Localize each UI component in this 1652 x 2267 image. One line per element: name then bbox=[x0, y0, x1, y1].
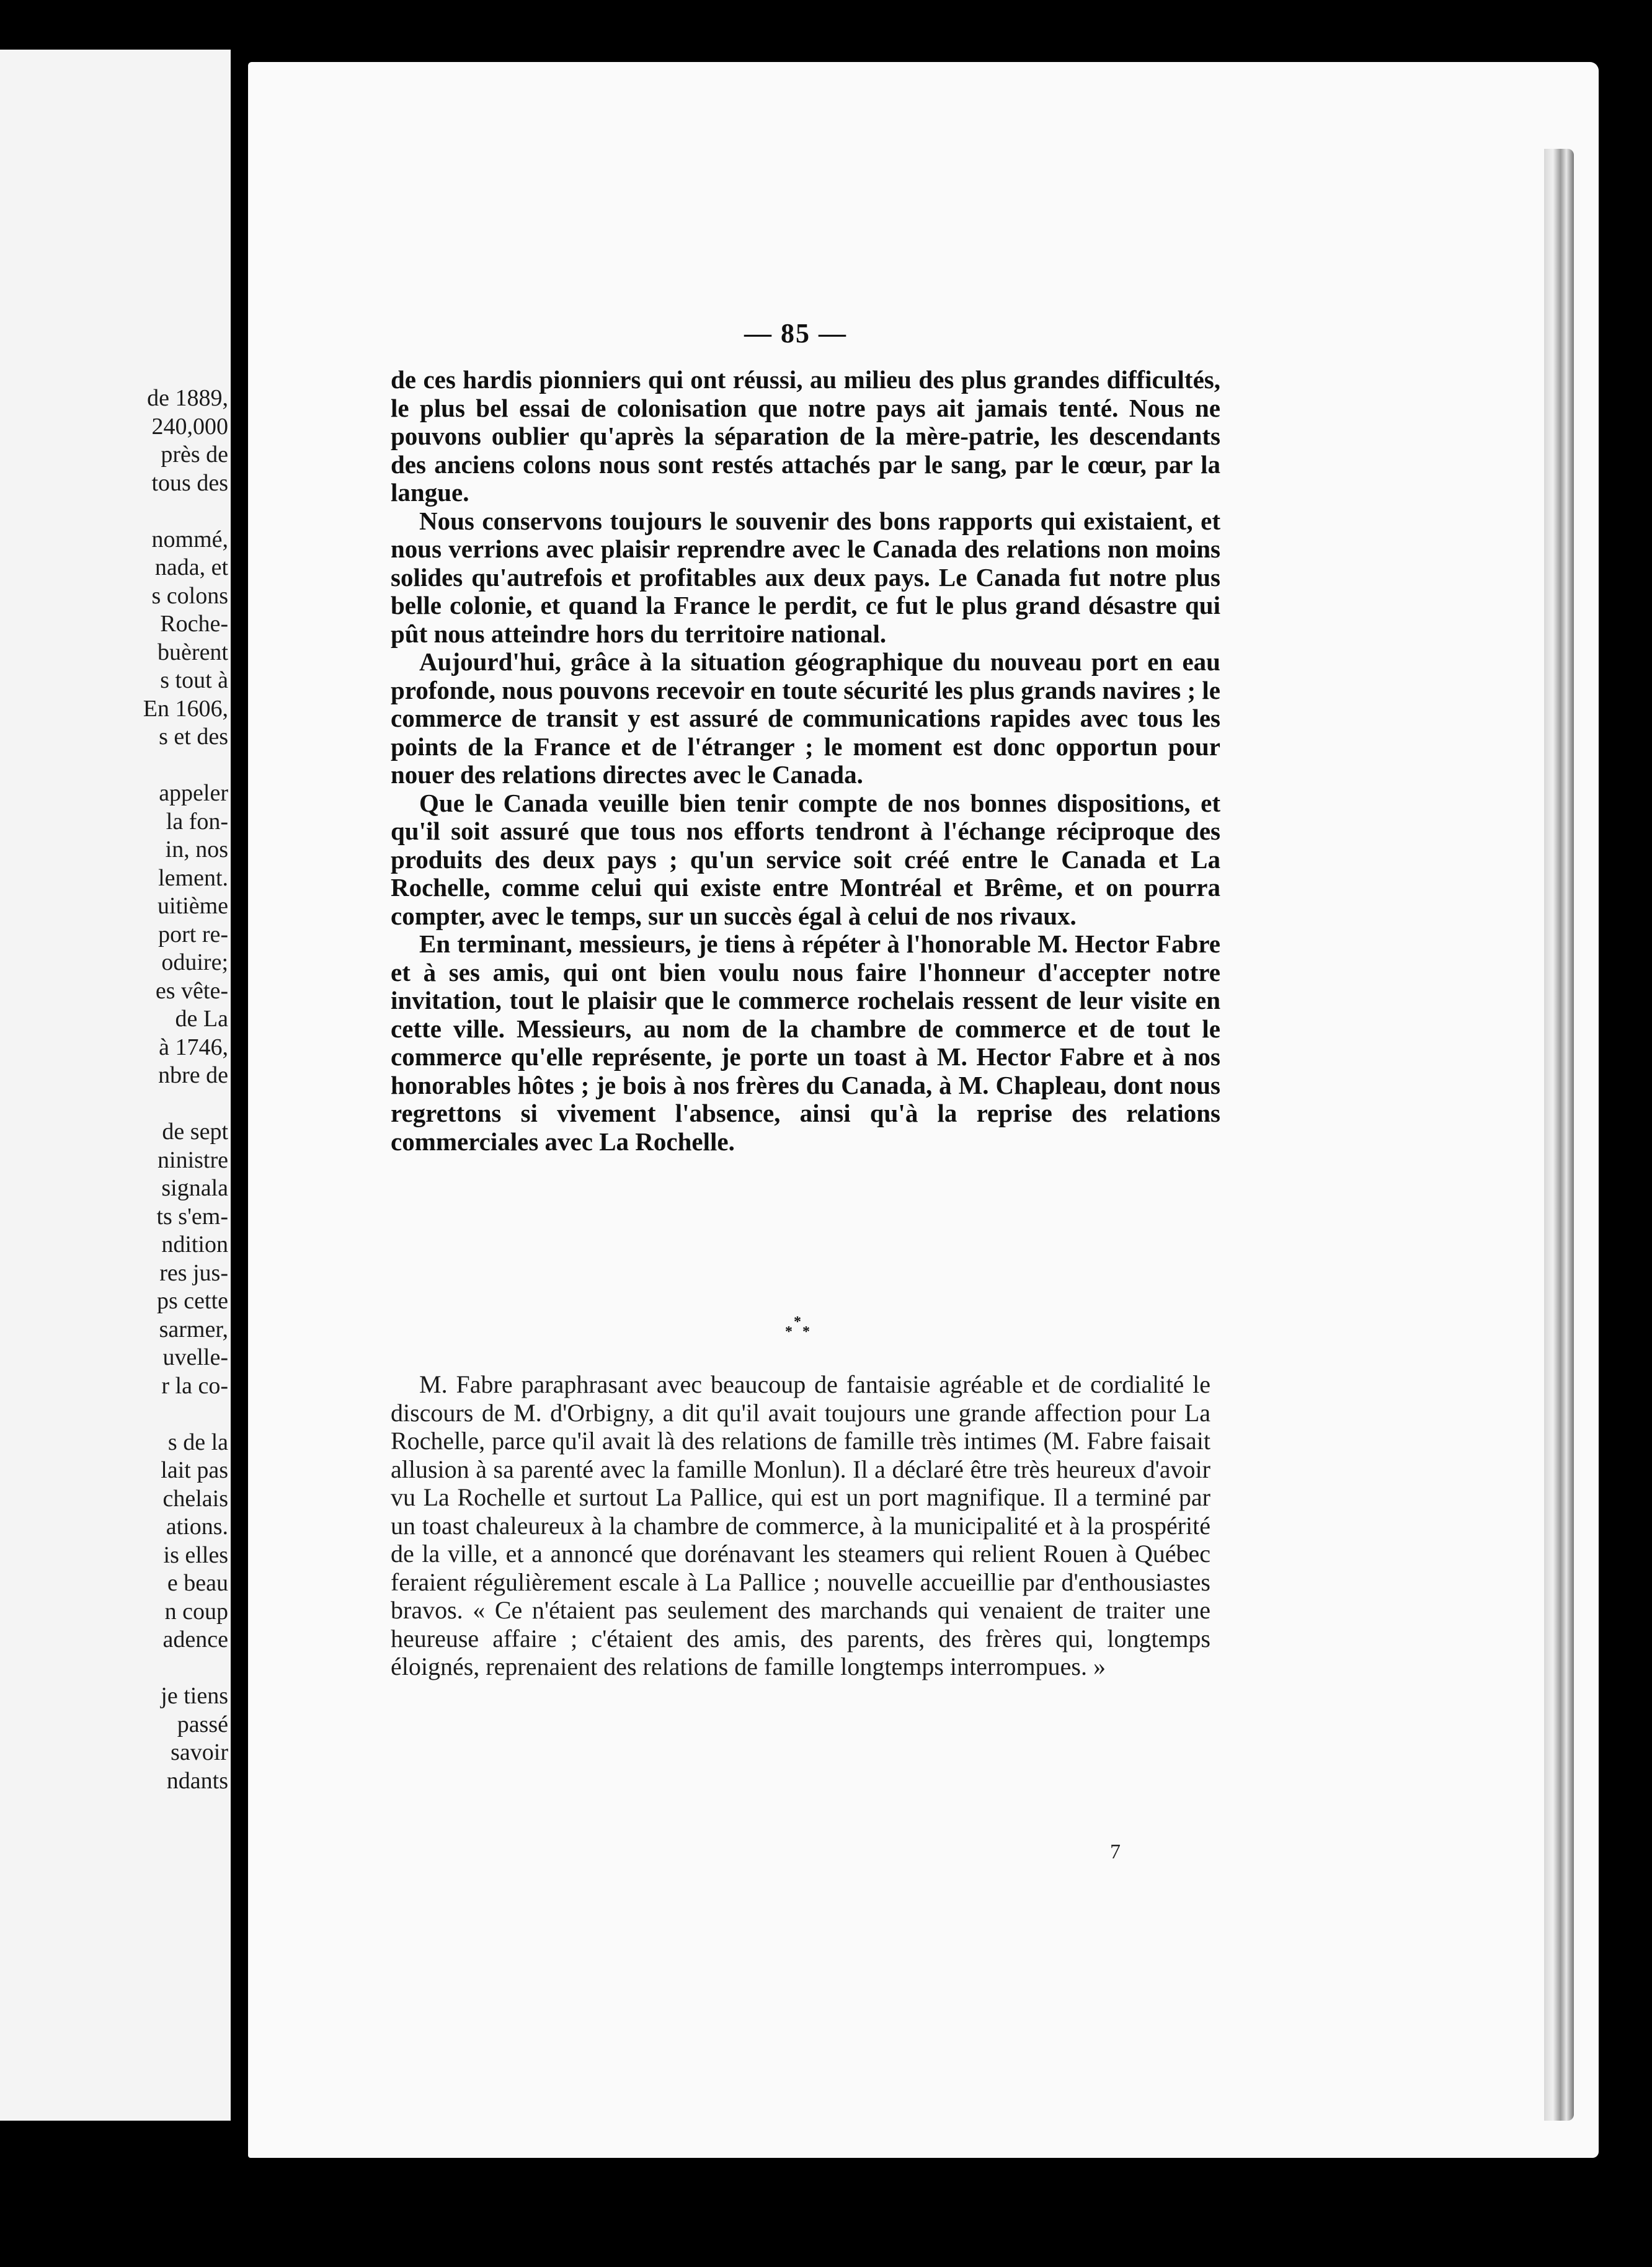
left-fragment-line: oduire; bbox=[161, 949, 228, 975]
report-text bbox=[391, 1370, 1210, 1681]
left-fragment-line: lement. bbox=[158, 864, 228, 891]
left-fragment-line: ations. bbox=[166, 1514, 228, 1540]
left-fragment-line: res jus- bbox=[159, 1259, 228, 1286]
paragraph-6: M. Fabre paraphrasant avec beaucoup de fantaisie agréable et de cordialité le discours de M. d'Orbigny, a dit qu'il avait toujours une grande affection pour La Rochelle, parce qu'il avait là des relations de famille très intimes (M. Fabre faisait allusion à sa parenté avec la famille Monlun). Il a déclaré être très heureux d'avoir vu La Rochelle et surtout La Pallice, qui est un port magnifique. Il a terminé par un toast chaleureux à la chambre de commerce, à la municipalité et à la prospérité de la ville, et a annoncé que dorénavant les steamers qui relient Rouen à Québec feraient régulièrement escale à La Pallice ; nouvelle accueillie par d'enthousiastes bravos. « Ce n'étaient pas seulement des marchands qui venaient de traiter une heureuse affaire ; c'étaient des amis, des parents, des frères qui, longtemps éloignés, reprenaient des relations de famille longtemps interrompues. » bbox=[391, 1370, 1210, 1680]
left-fragment-line: s de la bbox=[167, 1429, 228, 1455]
paragraph-1: de ces hardis pionniers qui ont réussi, au milieu des plus grandes difficultés, le plus bel essai de colonisation que notre pays ait jamais tenté. Nous ne pouvons oublier qu'après la séparation de la mère-patrie, les descendants des anciens colons nous sont restés attachés par le sang, par le cœur, par la langue. bbox=[391, 365, 1220, 507]
left-fragment-line bbox=[143, 497, 228, 526]
left-fragment-line: nada, et bbox=[154, 554, 228, 580]
signature-mark: 7 bbox=[1110, 1840, 1121, 1863]
left-fragment-line: En 1606, bbox=[143, 695, 228, 722]
left-fragment-line: nbre de bbox=[158, 1062, 228, 1088]
left-fragment-line: ndants bbox=[166, 1767, 228, 1794]
left-fragment-line: ts s'em- bbox=[156, 1203, 228, 1230]
paragraph-4: Que le Canada veuille bien tenir compte de nos bonnes dispositions, et qu'il soit assuré que tous nos efforts tendront à l'échange réciproque des produits des deux pays ; qu'un service soit créé entre le Canada et La Rochelle, comme celui qui existe entre Montréal et Brême, et on pourra compter, avec le temps, sur un succès égal à celui de nos rivaux. bbox=[391, 788, 1220, 930]
left-page-text-fragments bbox=[143, 384, 228, 1795]
left-fragment-line: de 1889, bbox=[147, 385, 228, 411]
left-fragment-line bbox=[143, 1090, 228, 1119]
left-fragment-line: près de bbox=[161, 441, 228, 468]
paragraph-3: Aujourd'hui, grâce à la situation géographique du nouveau port en eau profonde, nous pouvons recevoir en toute sécurité les plus grands navires ; le commerce de transit y est assuré de communications rapides avec tous les points de la France et de l'étranger ; le moment est donc opportun pour nouer des relations directes avec le Canada. bbox=[391, 647, 1220, 789]
left-fragment-line: adence bbox=[162, 1626, 228, 1653]
page-number: — 85 — bbox=[744, 318, 847, 348]
left-fragment-line bbox=[143, 1400, 228, 1429]
left-fragment-line: nommé, bbox=[151, 526, 228, 552]
left-fragment-line: 240,000 bbox=[151, 413, 228, 440]
left-fragment-line: à 1746, bbox=[159, 1034, 228, 1060]
left-fragment-line: signala bbox=[161, 1175, 228, 1201]
left-fragment-line: n coup bbox=[164, 1598, 228, 1625]
left-fragment-line bbox=[143, 752, 228, 780]
page-edge bbox=[1544, 149, 1574, 2121]
paragraph-2: Nous conservons toujours le souvenir des bons rapports qui existaient, et nous verrions avec plaisir reprendre avec le Canada des relations non moins solides qu'autrefois et profitables aux deux pays. Le Canada fut notre plus belle colonie, et quand la France le perdit, ce fut le plus grand désastre qui pût nous atteindre hors du territoire national. bbox=[391, 506, 1220, 648]
left-fragment-line: in, nos bbox=[165, 836, 228, 863]
left-fragment-line: uvelle- bbox=[162, 1344, 228, 1370]
left-fragment-line: de sept bbox=[162, 1119, 228, 1145]
left-fragment-line: port re- bbox=[158, 921, 228, 947]
left-fragment-line: passé bbox=[177, 1711, 228, 1737]
left-fragment-line: is elles bbox=[163, 1542, 228, 1568]
left-fragment-line: chelais bbox=[162, 1485, 228, 1512]
left-fragment-line: ninistre bbox=[158, 1147, 228, 1173]
paragraph-5: En terminant, messieurs, je tiens à répéter à l'honorable M. Hector Fabre et à ses amis, qui ont bien voulu nous faire l'honneur d'accepter notre invitation, tout le plaisir que le commerce rochelais ressent de leur visite en cette ville. Messieurs, au nom de la chambre de commerce et de tout le commerce qu'elle représente, je porte un toast à M. Hector Fabre et à nos honorables hôtes ; je bois à nos frères du Canada, à M. Chapleau, dont nous regrettons si vivement l'absence, ainsi qu'à la reprise des relations commerciales avec La Rochelle. bbox=[391, 929, 1220, 1156]
left-fragment-line: Roche- bbox=[160, 611, 228, 637]
left-fragment-line: sarmer, bbox=[159, 1316, 228, 1342]
left-fragment-line: s tout à bbox=[160, 667, 228, 693]
left-fragment-line: la fon- bbox=[166, 808, 228, 835]
asterism-separator: * * * bbox=[785, 1314, 810, 1340]
left-fragment-line: ps cette bbox=[156, 1288, 228, 1314]
left-fragment-line: lait pas bbox=[161, 1457, 228, 1483]
left-fragment-line: r la co- bbox=[161, 1372, 228, 1399]
left-fragment-line bbox=[143, 1654, 228, 1683]
left-fragment-line: buèrent bbox=[158, 639, 228, 665]
left-fragment-line: ndition bbox=[161, 1231, 228, 1258]
main-text bbox=[391, 366, 1220, 1156]
left-fragment-line: s et des bbox=[159, 724, 228, 750]
left-fragment-line: tous des bbox=[151, 469, 228, 496]
left-fragment-line: s colons bbox=[151, 582, 228, 609]
left-fragment-line: es vête- bbox=[155, 977, 228, 1004]
left-fragment-line: e beau bbox=[167, 1570, 228, 1596]
left-fragment-line: appeler bbox=[159, 780, 228, 806]
left-fragment-line: uitième bbox=[158, 893, 228, 919]
left-fragment-line: savoir bbox=[171, 1739, 228, 1765]
left-fragment-line: de La bbox=[175, 1006, 228, 1032]
left-fragment-line: je tiens bbox=[161, 1683, 228, 1709]
left-page bbox=[0, 50, 231, 2121]
